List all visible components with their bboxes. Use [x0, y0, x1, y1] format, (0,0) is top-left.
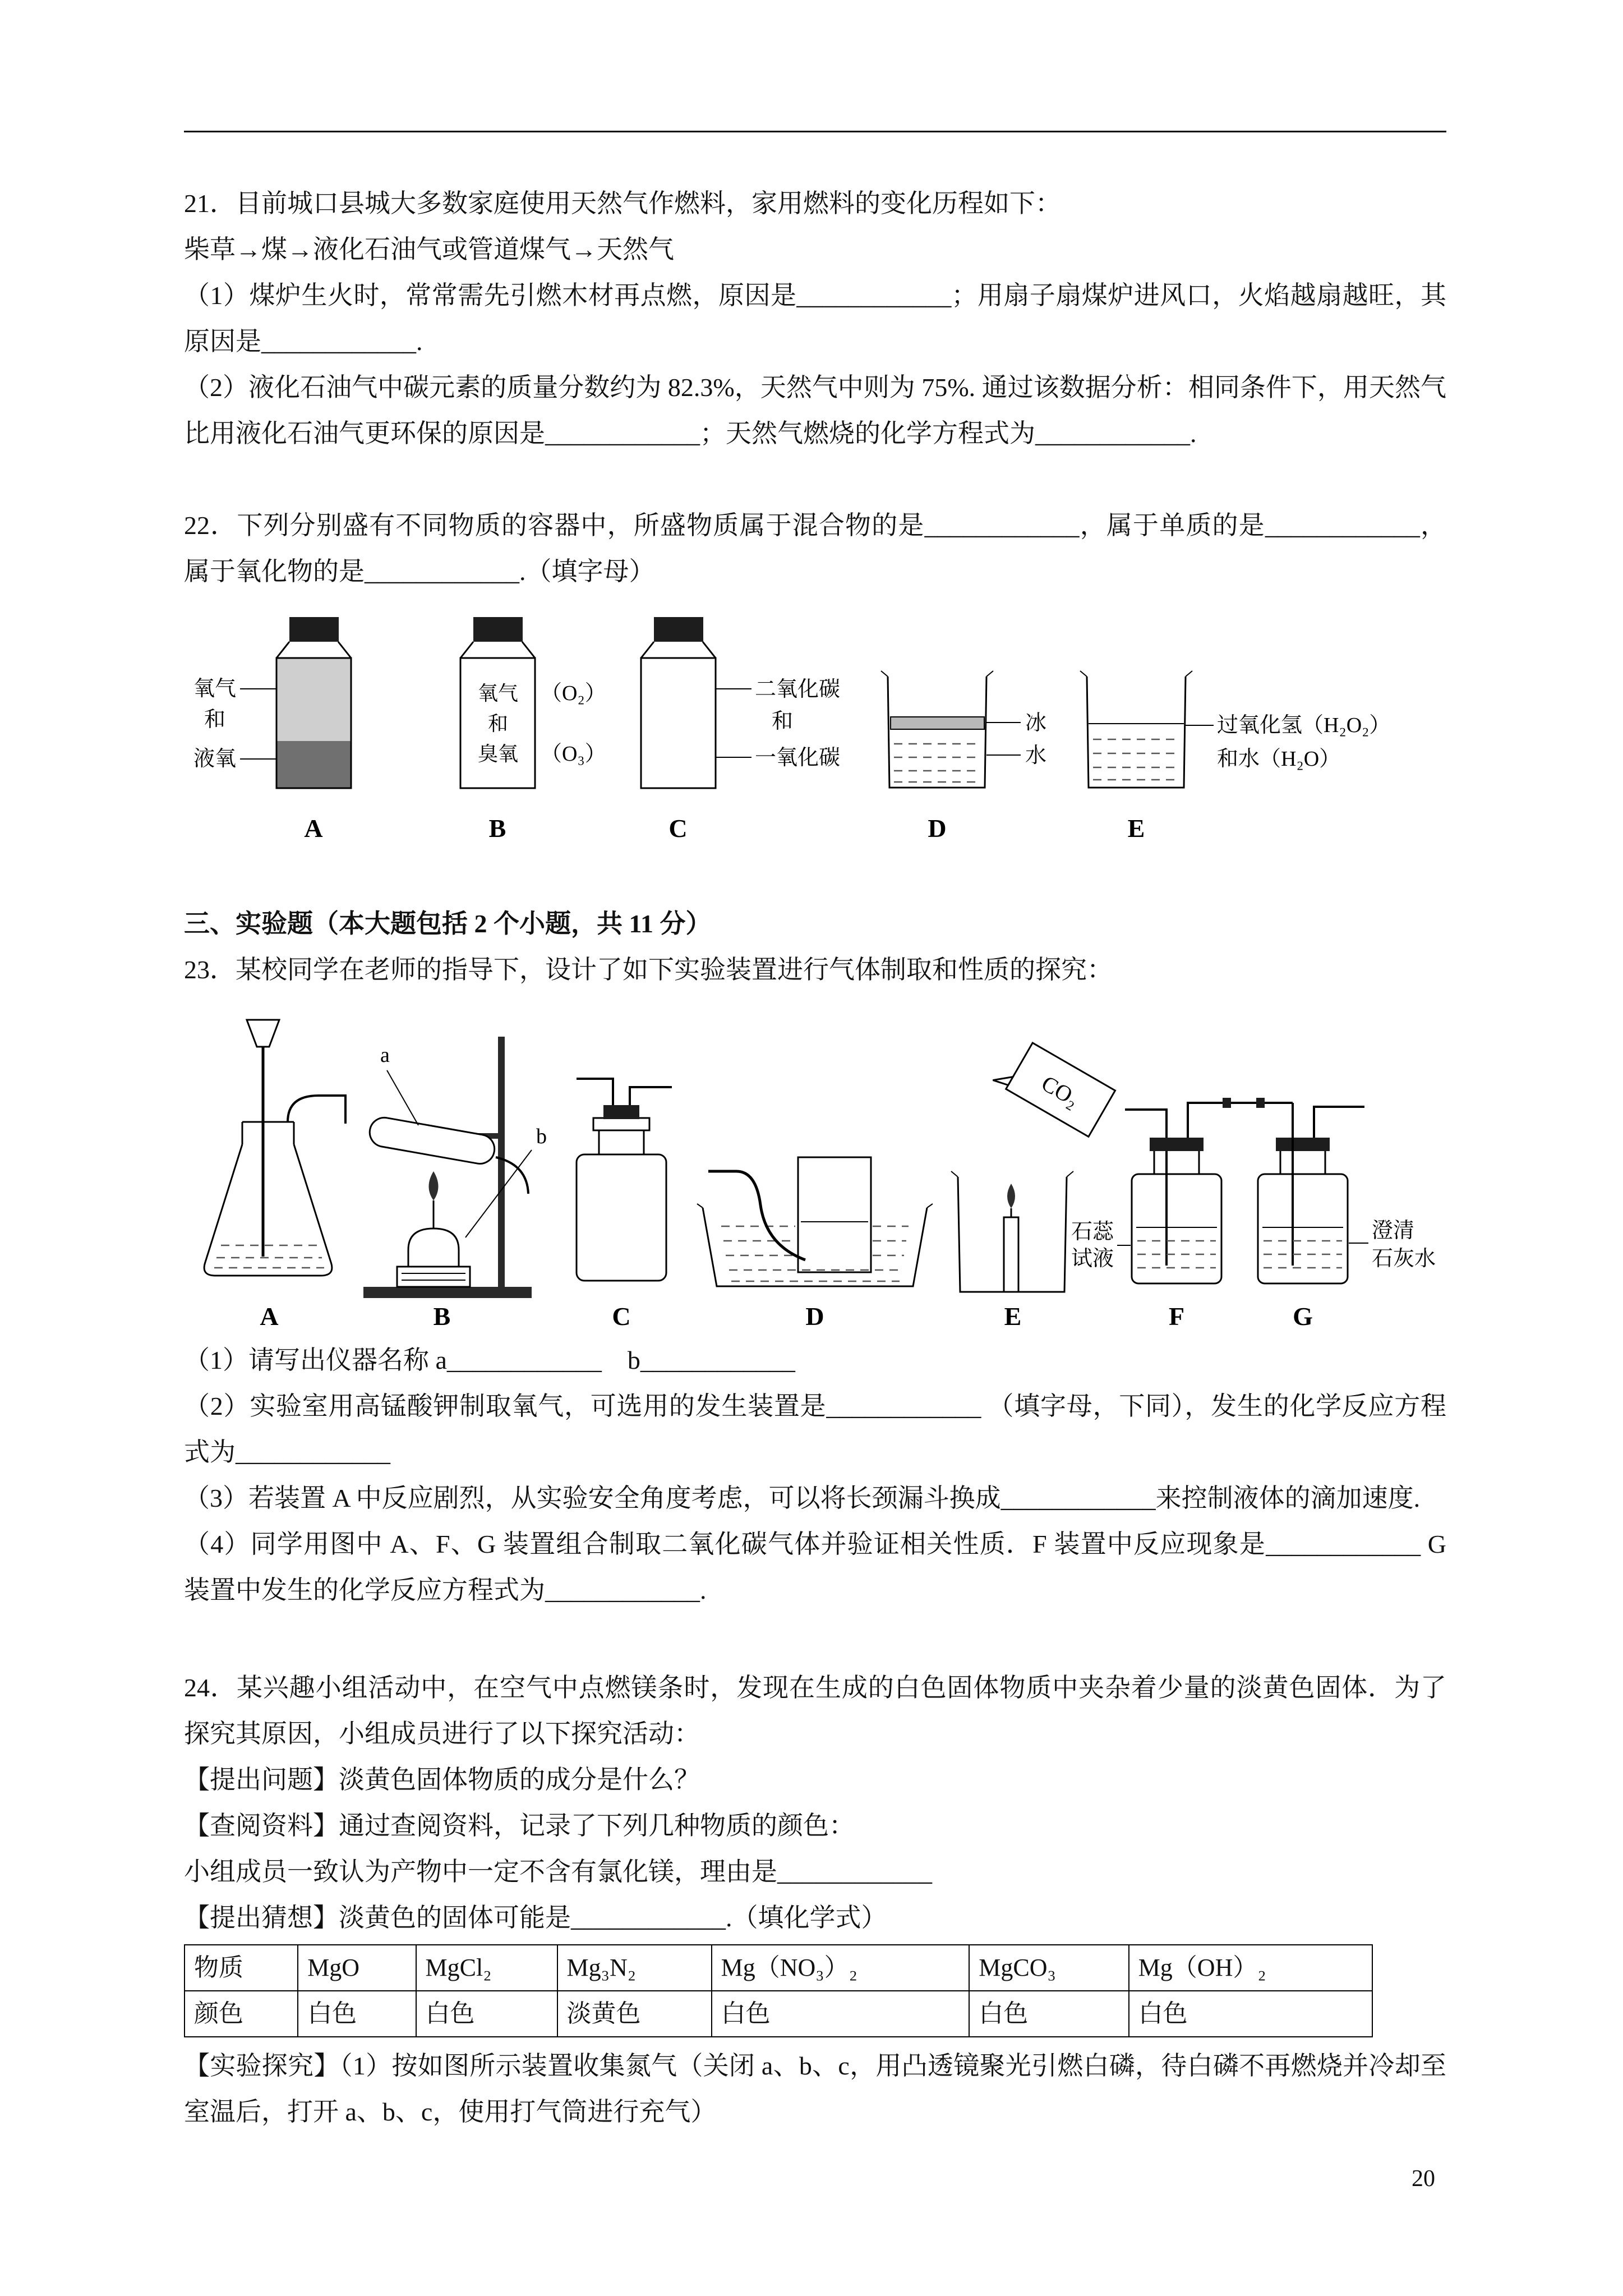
- header-rule: [184, 131, 1446, 132]
- figure-letter: E: [1127, 814, 1145, 843]
- spacer: [184, 849, 1446, 901]
- bottle-neck: [1154, 1151, 1199, 1174]
- table-cell: MgO: [298, 1945, 416, 1991]
- figure-letter: C: [668, 814, 688, 843]
- figure-letter: E: [1004, 1302, 1022, 1331]
- water-hatch: [1093, 739, 1180, 780]
- bottle-b-inner-1: 氧气: [477, 682, 519, 705]
- bottle-shoulder: [460, 642, 535, 658]
- delivery-tube: [708, 1171, 805, 1260]
- bottle-a-label-3: 液氧: [193, 747, 237, 771]
- collecting-bottle: [798, 1157, 871, 1272]
- q24-experiment: 【实验探究】（1）按如图所示装置收集氮气（关闭 a、b、c，用凸透镜聚光引燃白磷，待白磷不再燃烧并冷却至室温后，打开 a、b、c，使用打气筒进行充气）: [184, 2051, 1446, 2126]
- alcohol-lamp: [408, 1228, 459, 1267]
- question-22: [184, 503, 1446, 846]
- q24-problem: 【提出问题】淡黄色固体物质的成分是什么？: [184, 1765, 700, 1794]
- beaker-spout: [951, 1171, 1073, 1177]
- figure-letter: A: [304, 814, 323, 843]
- figure-letter: A: [260, 1302, 279, 1331]
- bottle-b-o2-label: （O₂）: [541, 682, 606, 705]
- table-cell: 颜色: [185, 1991, 298, 2037]
- spacer: [184, 457, 1446, 503]
- flask-neck: [242, 1122, 294, 1144]
- table-cell: MgCO₃: [969, 1945, 1128, 1991]
- figure-containers: [184, 605, 1437, 846]
- q21-intro: 21．目前城口县城大多数家庭使用天然气作燃料，家用燃料的变化历程如下：: [184, 189, 1061, 218]
- apparatus-d-trough: [697, 1157, 933, 1331]
- beaker-e: [1080, 671, 1390, 843]
- wood-block: [397, 1267, 470, 1287]
- bottle-cap: [289, 617, 339, 642]
- bottle-shoulder: [276, 642, 351, 658]
- q21-part2: （2）液化石油气中碳元素的质量分数约为 82.3%，天然气中则为 75%. 通过该数据分析：相同条件下，用天然气比用液化石油气更环保的原因是____________；天然气燃烧的化学方程式为____________.: [184, 373, 1446, 448]
- q24-hypothesis: 【提出猜想】淡黄色的固体可能是____________.（填化学式）: [184, 1903, 887, 1932]
- bottle-neck: [599, 1130, 644, 1154]
- water-hatch: [894, 744, 980, 782]
- bottle-cap: [473, 617, 523, 642]
- bottle-c-label-2: 和: [772, 710, 794, 733]
- beaker-d-ice-label: 冰: [1025, 711, 1047, 735]
- bottle-c-label-1: 二氧化碳: [755, 678, 841, 701]
- table-cell: Mg₃N₂: [557, 1945, 712, 1991]
- bottle-body-liquid: [277, 741, 351, 788]
- bottle-neck: [1280, 1151, 1325, 1174]
- bottle-cap: [654, 617, 703, 642]
- limewater-label-2: 石灰水: [1372, 1247, 1436, 1271]
- table-row-color: [185, 1991, 1372, 2037]
- question-24: [184, 1665, 1446, 2135]
- bottle-b-inner-2: 和: [487, 712, 509, 735]
- apparatus-e-pouring: [951, 1035, 1115, 1331]
- bottle-a-label-2: 和: [204, 708, 226, 731]
- stopper: [1150, 1138, 1204, 1151]
- table-cell: 白色: [1129, 1991, 1372, 2037]
- apparatus-g-washbottle: [1258, 1103, 1436, 1331]
- bottle-shoulder: [641, 642, 716, 658]
- co2-vessel: [992, 1035, 1115, 1137]
- bottle-outline: [641, 658, 716, 788]
- label-b: b: [536, 1125, 547, 1148]
- bottle-b-inner-3: 臭氧: [477, 743, 519, 765]
- figure-letter: B: [433, 1302, 451, 1331]
- beaker-outline: [1087, 677, 1186, 788]
- q23-part3: （3）若装置 A 中反应剧烈，从实验安全角度考虑，可以将长颈漏斗换成____________来控制液体的滴加速度.: [184, 1484, 1421, 1512]
- bottle-a-label-1: 氧气: [193, 677, 237, 701]
- apparatus-b-heating: [363, 1037, 547, 1331]
- table-cell: 淡黄色: [557, 1991, 712, 2037]
- bottle-c: [641, 617, 840, 843]
- q24-intro: 24．某兴趣小组活动中，在空气中点燃镁条时，发现在生成的白色固体物质中夹杂着少量的淡黄色固体．为了探究其原因，小组成员进行了以下探究活动：: [184, 1673, 1446, 1748]
- figure-letter: B: [488, 814, 506, 843]
- funnel-cup: [247, 1020, 279, 1047]
- outlet-tube: [1314, 1107, 1364, 1138]
- figure-letter: D: [928, 814, 947, 843]
- q24-reason: 小组成员一致认为产物中一定不含有氯化镁，理由是____________: [184, 1857, 932, 1886]
- figure-apparatus: [184, 1003, 1437, 1334]
- delivery-tube: [288, 1096, 345, 1124]
- candle: [1004, 1217, 1018, 1292]
- tube-joint: [1256, 1098, 1265, 1108]
- q23-intro: 23．某校同学在老师的指导下，设计了如下实验装置进行气体制取和性质的探究：: [184, 955, 1113, 984]
- figure-letter: D: [805, 1302, 824, 1331]
- flask-body: [204, 1144, 332, 1276]
- table-cell: 物质: [185, 1945, 298, 1991]
- inlet-tube: [1125, 1110, 1166, 1138]
- label-a: a: [380, 1043, 390, 1067]
- bottle-c-label-3: 一氧化碳: [755, 746, 841, 770]
- substance-color-table: [184, 1944, 1373, 2037]
- page-number: 20: [1412, 2166, 1435, 2192]
- table-cell: Mg（OH）₂: [1129, 1945, 1372, 1991]
- q21-part1: （1）煤炉生火时，常常需先引燃木材再点燃，原因是____________；用扇子扇煤炉进风口，火焰越扇越旺，其原因是____________.: [184, 281, 1446, 356]
- beaker-e-label-1: 过氧化氢（H₂O₂）: [1217, 714, 1391, 737]
- tube-joint: [1223, 1098, 1231, 1108]
- bottle-body: [577, 1154, 666, 1281]
- q23-part4: （4）同学用图中 A、F、G 装置组合制取二氧化碳气体并验证相关性质．F 装置中反应现象是____________ G 装置中发生的化学反应方程式为____________.: [184, 1530, 1446, 1604]
- figure-letter: G: [1293, 1302, 1313, 1331]
- bottle-mouth: [593, 1118, 649, 1130]
- question-23: [184, 947, 1446, 1613]
- apparatus-a-flask: [204, 1020, 345, 1331]
- beaker-spout: [881, 671, 993, 677]
- litmus-label-1: 石蕊: [1071, 1220, 1114, 1244]
- table-cell: 白色: [712, 1991, 970, 2037]
- question-21: [184, 181, 1446, 457]
- q23-part2: （2）实验室用高锰酸钾制取氧气，可选用的发生装置是____________ （填字母，下同），发生的化学反应方程式为____________: [184, 1392, 1446, 1466]
- beaker-d: [881, 671, 1046, 843]
- table-cell: 白色: [416, 1991, 557, 2037]
- figure-letter: F: [1168, 1302, 1185, 1331]
- stand-rod: [498, 1037, 505, 1287]
- q24-reference: 【查阅资料】通过查阅资料，记录了下列几种物质的颜色：: [184, 1811, 855, 1840]
- table-cell: 白色: [969, 1991, 1128, 2037]
- beaker-d-water-label: 水: [1025, 744, 1047, 767]
- stand-base: [363, 1287, 532, 1298]
- q23-part1: （1）请写出仪器名称 a____________ b____________: [184, 1346, 795, 1374]
- table-cell: 白色: [298, 1991, 416, 2037]
- bottle-a: [193, 617, 351, 843]
- lamp-flame-icon: [429, 1171, 439, 1200]
- section-3-title: 三、实验题（本大题包括 2 个小题，共 11 分）: [184, 909, 712, 938]
- spacer: [184, 1613, 1446, 1665]
- apparatus-c-bottle: [577, 1079, 672, 1331]
- figure-letter: C: [612, 1302, 631, 1331]
- candle-flame-icon: [1007, 1184, 1015, 1208]
- bottle-b-o3-label: （O₃）: [541, 742, 606, 766]
- litmus-label-2: 试液: [1071, 1247, 1114, 1271]
- tube-right: [630, 1087, 672, 1105]
- label-a-leader: [387, 1070, 418, 1125]
- test-tube: [367, 1115, 497, 1166]
- beaker-spout: [1080, 671, 1192, 677]
- q22-stem: 22．下列分别盛有不同物质的容器中，所盛物质属于混合物的是____________，属于单质的是____________，属于氧化物的是____________.（填字母）: [184, 511, 1446, 586]
- beaker-e-label-2: 和水（H₂O）: [1217, 747, 1341, 771]
- table-row-substance: [185, 1945, 1372, 1991]
- q21-fuel-sequence: 柴草→煤→液化石油气或管道煤气→天然气: [184, 235, 674, 264]
- outlet-tube: [1188, 1103, 1293, 1138]
- bottle-b: [460, 617, 606, 843]
- table-cell: MgCl₂: [416, 1945, 557, 1991]
- co2-label: CO₂: [1037, 1070, 1084, 1112]
- stopper: [1276, 1138, 1330, 1151]
- tube-left: [577, 1079, 613, 1105]
- limewater-label-1: 澄清: [1372, 1219, 1415, 1243]
- ice-layer: [891, 717, 984, 729]
- table-cell: Mg（NO₃）₂: [712, 1945, 970, 1991]
- stopper: [603, 1105, 639, 1119]
